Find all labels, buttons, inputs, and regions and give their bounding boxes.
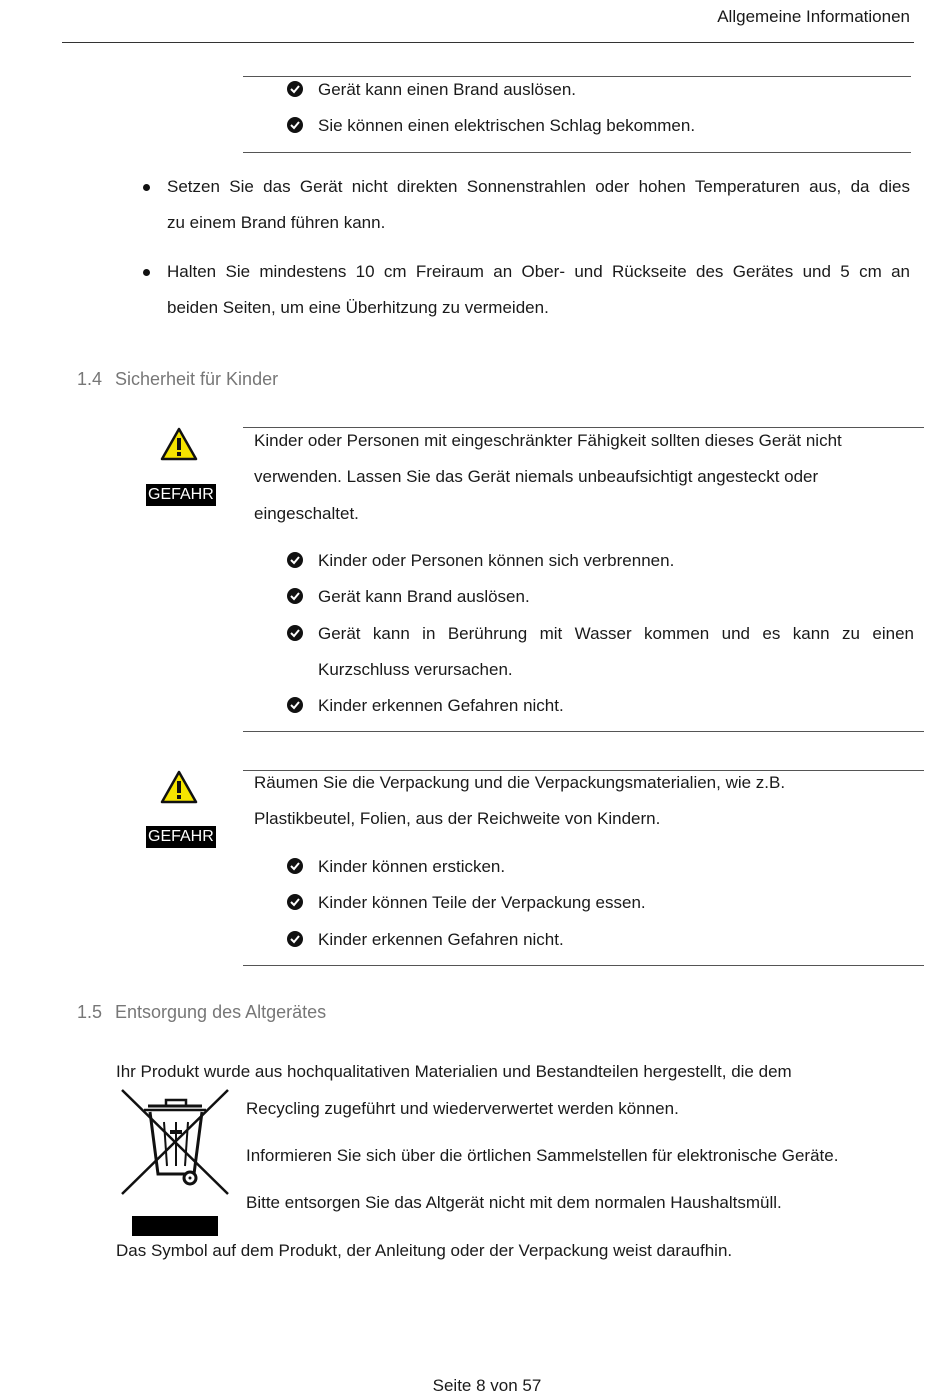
warning-rule-top <box>243 427 924 428</box>
section-number: 1.4 <box>77 369 103 389</box>
check-icon <box>287 858 303 874</box>
top-box-rule-top <box>243 76 911 77</box>
check-icon <box>287 117 303 133</box>
warning-icon <box>160 427 198 461</box>
warning-rule-top <box>243 770 924 771</box>
header-rule <box>62 42 914 43</box>
section-title: Entsorgung des Altgerätes <box>115 1002 327 1022</box>
check-icon <box>287 552 303 568</box>
list-item: Kinder können Teile der Verpackung essen. <box>318 893 646 912</box>
list-item: Kinder erkennen Gefahren nicht. <box>318 930 564 949</box>
page-number: Seite 8 von 57 <box>432 1376 542 1395</box>
list-item: Kinder können ersticken. <box>318 857 506 876</box>
warning-rule-bottom <box>243 731 924 732</box>
warning-text: Kinder oder Personen mit eingeschränkter Fähigkeit sollten dieses Gerät nicht <box>254 431 842 450</box>
header-title: Allgemeine Informationen <box>717 7 910 26</box>
warning-icon <box>160 770 198 804</box>
bullet-dot <box>143 269 150 276</box>
bullet-text: Halten Sie mindestens 10 cm Freiraum an Ober- und Rückseite des Gerätes und 5 cm an <box>167 262 910 281</box>
weee-bin-icon <box>118 1088 234 1238</box>
bullet-text: Setzen Sie das Gerät nicht direkten Sonnenstrahlen oder hohen Temperaturen aus, da dies <box>167 177 910 196</box>
list-item: Gerät kann in Berührung mit Wasser kommen und es kann zu einen <box>318 624 914 643</box>
danger-label: GEFAHR <box>146 484 216 506</box>
section-number: 1.5 <box>77 1002 103 1022</box>
bullet-text: zu einem Brand führen kann. <box>167 213 386 232</box>
check-icon <box>287 625 303 641</box>
warning-rule-bottom <box>243 965 924 966</box>
danger-label: GEFAHR <box>146 826 216 848</box>
check-icon <box>287 697 303 713</box>
warning-text: Plastikbeutel, Folien, aus der Reichweite von Kindern. <box>254 809 661 828</box>
disposal-text: Ihr Produkt wurde aus hochqualitativen Materialien und Bestandteilen hergestellt, die dem <box>116 1062 792 1081</box>
list-item: Kurzschluss verursachen. <box>318 660 513 679</box>
list-item: Sie können einen elektrischen Schlag bekommen. <box>318 116 696 135</box>
list-item: Kinder erkennen Gefahren nicht. <box>318 696 564 715</box>
check-icon <box>287 931 303 947</box>
warning-text: eingeschaltet. <box>254 504 359 523</box>
bullet-text: beiden Seiten, um eine Überhitzung zu vermeiden. <box>167 298 549 317</box>
check-icon <box>287 894 303 910</box>
warning-text: verwenden. Lassen Sie das Gerät niemals unbeaufsichtigt angesteckt oder <box>254 467 819 486</box>
bullet-dot <box>143 184 150 191</box>
disposal-text: Recycling zugeführt und wiederverwertet werden können. <box>246 1099 679 1118</box>
top-box-rule-bottom <box>243 152 911 153</box>
list-item: Gerät kann einen Brand auslösen. <box>318 80 577 99</box>
disposal-text: Informieren Sie sich über die örtlichen Sammelstellen für elektronische Geräte. <box>246 1146 839 1165</box>
warning-text: Räumen Sie die Verpackung und die Verpackungsmaterialien, wie z.B. <box>254 773 786 792</box>
check-icon <box>287 588 303 604</box>
disposal-text: Das Symbol auf dem Produkt, der Anleitung oder der Verpackung weist daraufhin. <box>116 1241 733 1260</box>
list-item: Kinder oder Personen können sich verbrennen. <box>318 551 675 570</box>
disposal-text: Bitte entsorgen Sie das Altgerät nicht mit dem normalen Haushaltsmüll. <box>246 1193 782 1212</box>
check-icon <box>287 81 303 97</box>
section-title: Sicherheit für Kinder <box>115 369 279 389</box>
list-item: Gerät kann Brand auslösen. <box>318 587 530 606</box>
